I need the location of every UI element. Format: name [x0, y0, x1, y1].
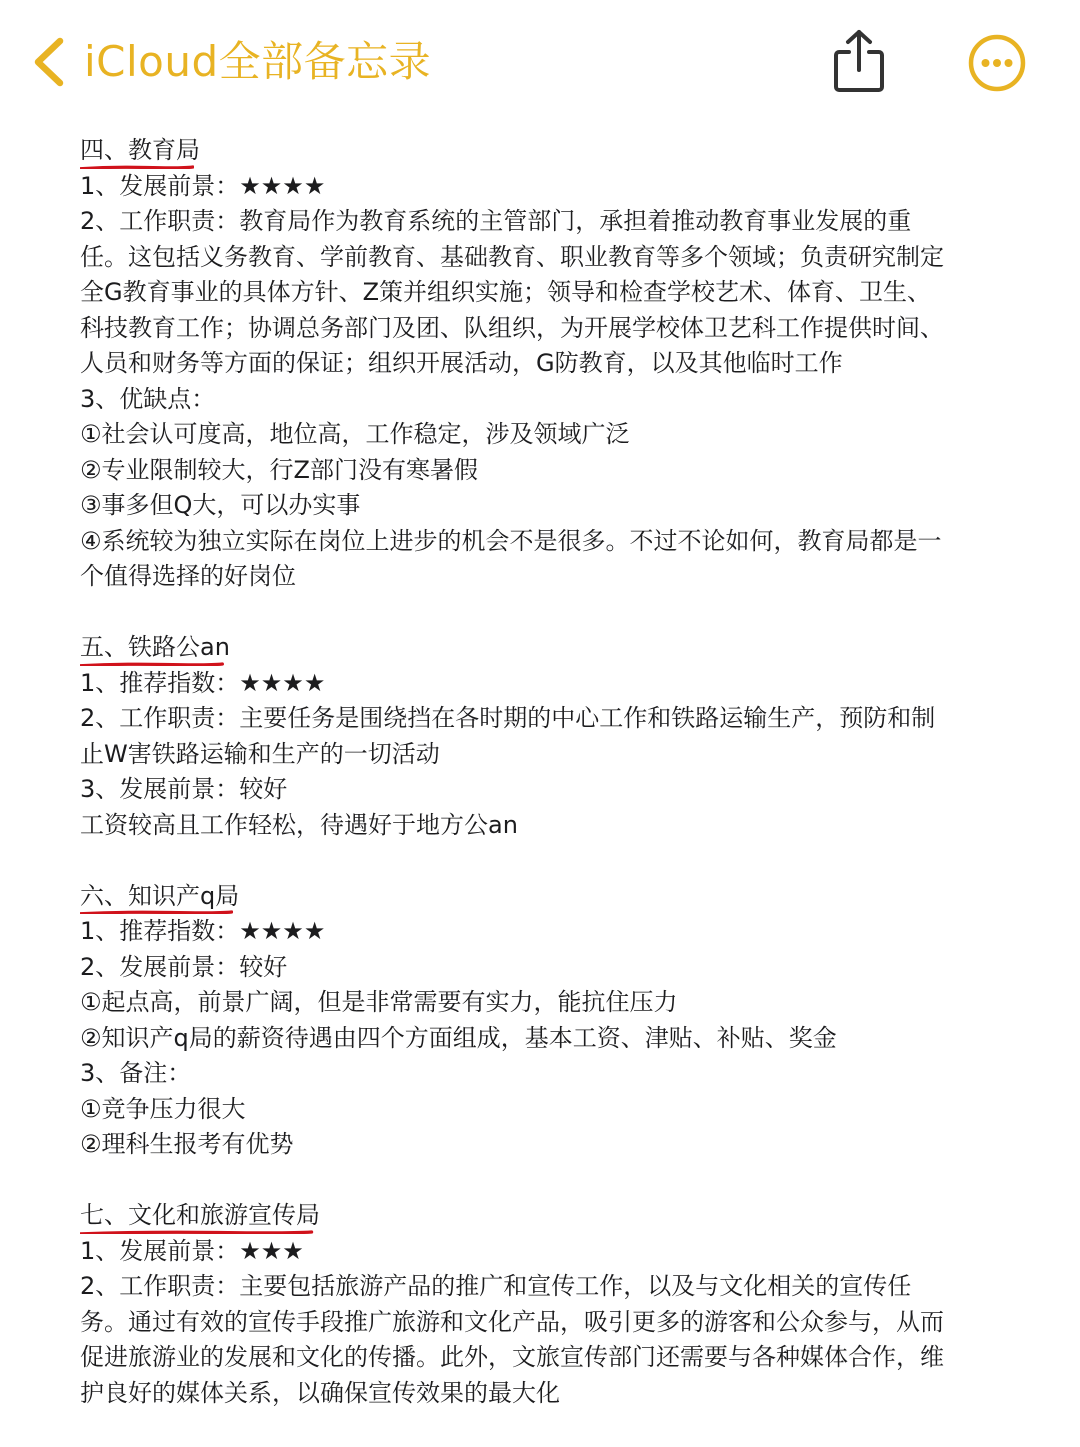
heading-underline	[80, 660, 236, 666]
section-heading	[80, 133, 200, 169]
share-icon	[828, 28, 890, 94]
share-button[interactable]	[828, 28, 890, 94]
more-button[interactable]	[967, 33, 1027, 93]
note-line: 2、工作职责：主要任务是围绕挡在各时期的中心工作和铁路运输生产，预防和制	[80, 704, 936, 732]
note-line: 1、发展前景：★★★★	[80, 171, 326, 200]
note-section	[80, 133, 1020, 595]
note-line: ②专业限制较大，行Z部门没有寒暑假	[80, 455, 478, 484]
section-heading-line	[80, 133, 1020, 169]
note-line: 2、工作职责：教育局作为教育系统的主管部门，承担着推动教育事业发展的重	[80, 207, 912, 235]
note-section	[80, 879, 1020, 1163]
note-line: 2、发展前景：较好	[80, 952, 288, 981]
note-line: 个值得选择的好岗位	[80, 562, 296, 590]
back-button[interactable]	[30, 32, 431, 92]
note-line: ①社会认可度高，地位高，工作稳定，涉及领域广泛	[80, 420, 630, 448]
note-line: 务。通过有效的宣传手段推广旅游和文化产品，吸引更多的游客和公众参与，从而	[80, 1307, 944, 1336]
note-line: 止W害铁路运输和生产的一切活动	[80, 739, 440, 768]
section-heading-text: 五、铁路公an	[80, 633, 230, 661]
section-heading	[80, 1198, 320, 1234]
note-line: 促进旅游业的发展和文化的传播。此外，文旅宣传部门还需要与各种媒体合作，维	[80, 1343, 944, 1371]
heading-underline	[80, 163, 206, 169]
note-line: 3、优缺点：	[80, 384, 216, 413]
note-line: 人员和财务等方面的保证；组织开展活动，G防教育，以及其他临时工作	[80, 349, 843, 377]
section-heading	[80, 879, 239, 915]
chevron-left-icon	[30, 35, 70, 89]
section-heading-line	[80, 879, 1020, 915]
note-section	[80, 630, 1020, 843]
note-body[interactable]	[80, 133, 1020, 1447]
section-heading	[80, 630, 230, 666]
navigation-bar	[0, 0, 1080, 120]
note-line: 工资较高且工作轻松，待遇好于地方公an	[80, 810, 518, 839]
more-icon	[967, 33, 1027, 93]
note-section	[80, 1198, 1020, 1411]
note-line: ③事多但Q大，可以办实事	[80, 491, 361, 519]
note-line: 2、工作职责：主要包括旅游产品的推广和宣传工作，以及与文化相关的宣传任	[80, 1272, 912, 1300]
note-line: ①竞争压力很大	[80, 1094, 246, 1123]
note-line: 任。这包括义务教育、学前教育、基础教育、职业教育等多个领域；负责研究制定	[80, 242, 944, 271]
note-line: 1、推荐指数：★★★★	[80, 917, 326, 945]
section-heading-text: 六、知识产q局	[80, 881, 240, 910]
note-line: ②理科生报考有优势	[80, 1130, 294, 1158]
note-line: 科技教育工作；协调总务部门及团、队组织，为开展学校体卫艺科工作提供时间、	[80, 313, 944, 342]
section-heading-line	[80, 630, 1020, 666]
note-line: 全G教育事业的具体方针、Z策并组织实施；领导和检查学校艺术、体育、卫生、	[80, 278, 932, 306]
section-heading-line	[80, 1198, 1020, 1234]
note-line: 3、备注：	[80, 1059, 192, 1087]
note-line: ①起点高，前景广阔，但是非常需要有实力，能抗住压力	[80, 988, 678, 1016]
note-line: ②知识产q局的薪资待遇由四个方面组成，基本工资、津贴、补贴、奖金	[80, 1023, 837, 1052]
section-heading-text: 七、文化和旅游宣传局	[80, 1201, 320, 1229]
note-line: 护良好的媒体关系，以确保宣传效果的最大化	[80, 1378, 560, 1407]
section-heading-text: 四、教育局	[80, 136, 200, 164]
note-line: 1、发展前景：★★★	[80, 1236, 304, 1265]
heading-underline	[80, 1228, 326, 1234]
note-line: ④系统较为独立实际在岗位上进步的机会不是很多。不过不论如何，教育局都是一	[80, 526, 942, 555]
back-label: iCloud全部备忘录	[84, 37, 432, 86]
note-line: 3、发展前景：较好	[80, 775, 288, 803]
heading-underline	[80, 908, 245, 914]
note-line: 1、推荐指数：★★★★	[80, 668, 326, 697]
